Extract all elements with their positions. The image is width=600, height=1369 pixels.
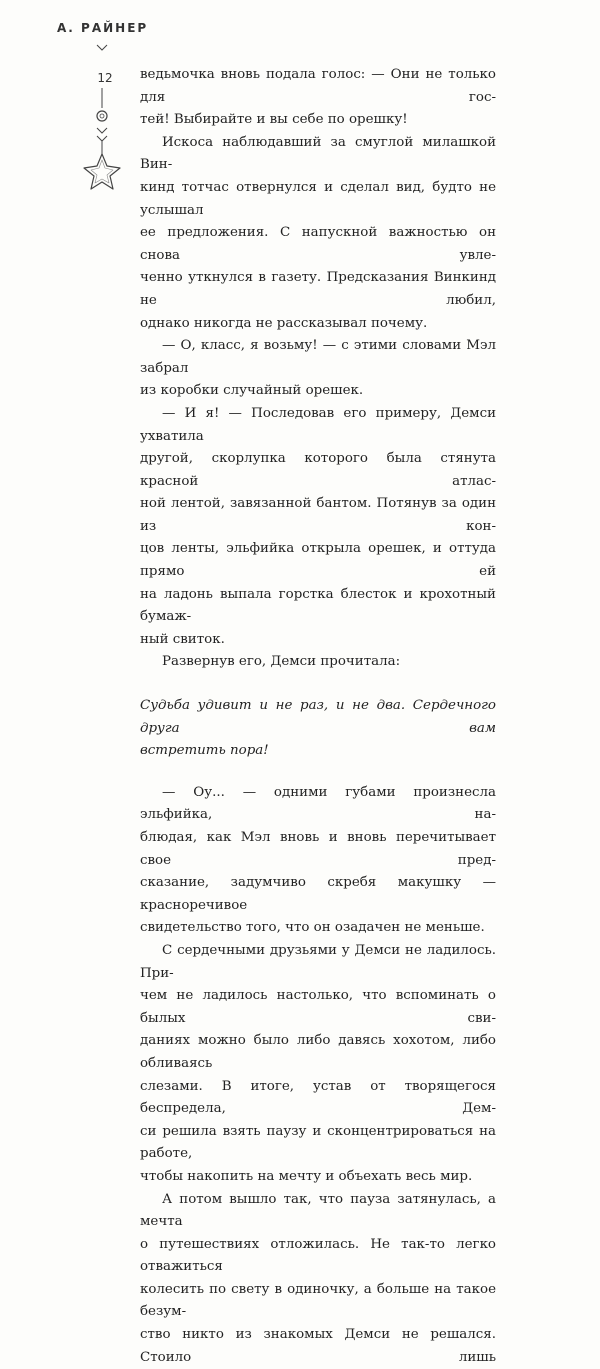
paragraph-line: Искоса наблюдавший за смуглой милашкой Вин- [140, 134, 496, 173]
paragraph-line: свидетельство того, что он озадачен не меньше. [140, 920, 485, 936]
star-garland-icon [78, 42, 128, 202]
paragraph-line: ченно уткнулся в газету. Предсказания Винкинд не любил, [140, 270, 496, 308]
paragraph-line: — О, класс, я возьму! — с этими словами Мэл забрал [140, 338, 496, 376]
paragraph-line: ее предложения. С напускной важностью он снова увле- [140, 225, 496, 263]
running-header-author: А. РАЙНЕР [57, 21, 149, 35]
quote-line: Судьба удивит и не раз, и не два. Сердечного друга вам [140, 698, 496, 736]
paragraph-line: слезами. В итоге, устав от творящегося беспредела, Дем- [140, 1078, 496, 1117]
paragraph-line: Развернув его, Демси прочитала: [162, 654, 401, 670]
paragraph-line: на ладонь выпала горстка блесток и крохотный бумаж- [140, 586, 496, 625]
paragraph-line: кинд тотчас отвернулся и сделал вид, будто не услышал [140, 179, 496, 218]
paragraph-line: тей! Выбирайте и вы себе по орешку! [140, 112, 408, 128]
page-number: 12 [97, 71, 113, 85]
paragraph-line: блюдая, как Мэл вновь и вновь перечитывает свое пред- [140, 830, 496, 868]
paragraph-line: другой, скорлупка которого была стянута красной атлас- [140, 451, 496, 489]
paragraph-line: чтобы накопить на мечту и объехать весь мир. [140, 1168, 473, 1184]
paragraph-line: — И я! — Последовав его примеру, Демси ухватила [140, 405, 496, 444]
body-text [140, 64, 496, 1369]
paragraph-line: ной лентой, завязанной бантом. Потянув за один из кон- [140, 496, 496, 534]
paragraph-line: из коробки случайный орешек. [140, 383, 364, 399]
paragraph-line: си решила взять паузу и сконцентрироваться на работе, [140, 1123, 496, 1162]
paragraph-line: С сердечными друзьями у Демси не ладилось. При- [140, 942, 496, 981]
paragraph-line: даниях можно было либо давясь хохотом, либо обливаясь [140, 1033, 496, 1071]
paragraph-line: ный свиток. [140, 631, 225, 647]
paragraph-line: сказание, задумчиво скребя макушку — красноречивое [140, 875, 496, 913]
paragraph-line: однако никогда не рассказывал почему. [140, 315, 428, 331]
paragraph-line: о путешествиях отложилась. Не так-то легко отважиться [140, 1236, 496, 1275]
paragraph-line: чем не ладилось настолько, что вспоминать о былых сви- [140, 988, 496, 1026]
paragraph-line: ство никто из знакомых Демси не решался. Стоило лишь [140, 1327, 496, 1365]
paragraph-line: А потом вышло так, что пауза затянулась, а мечта [140, 1191, 496, 1230]
paragraph-line: цов ленты, эльфийка открыла орешек, и оттуда прямо ей [140, 541, 496, 580]
paragraph-line: колесить по свету в одиночку, а больше на такое безум- [140, 1281, 496, 1320]
quote-line: встретить пора! [140, 743, 269, 759]
paragraph-line: ведьмочка вновь подала голос: — Они не только для гос- [140, 67, 496, 105]
paragraph-line: — Оу... — одними губами произнесла эльфийка, на- [140, 784, 496, 823]
